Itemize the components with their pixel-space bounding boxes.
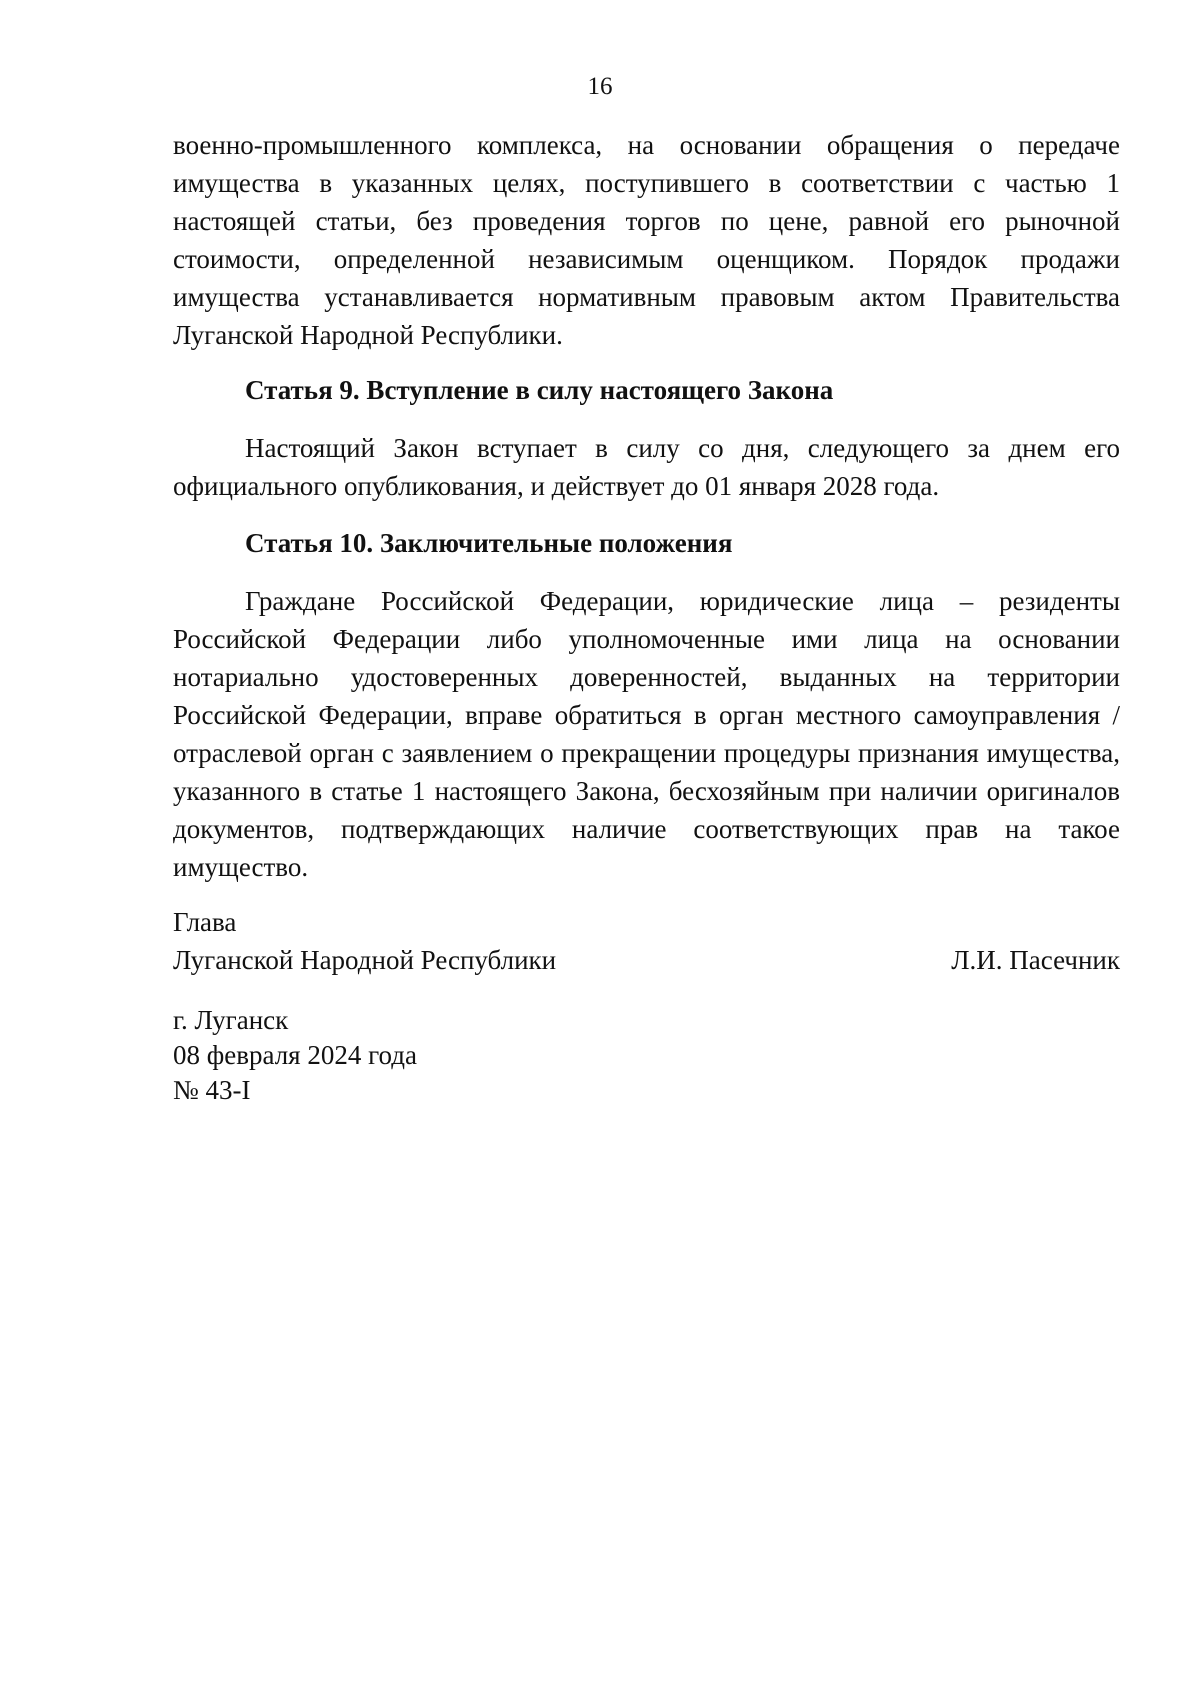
- article-9-heading-block: [173, 371, 1120, 409]
- paragraph-text: военно-промышленного комплекса, на основании обращения о передаче имущества в указанных целях, поступившего в соответствии с частью 1 настоящей статьи, без проведения торгов по цене, равной его рыночной стоимости, определенной независимым оценщиком. Порядок продажи имущества устанавливается нормативным правовым актом Правительства Луганской Народной Республики.: [173, 130, 1120, 350]
- article-9-text: Настоящий Закон вступает в силу со дня, следующего за днем его официального опубликования, и действует до 01 января 2028 года.: [173, 433, 1120, 501]
- signatory-name: Л.И. Пасечник: [951, 945, 1120, 975]
- article-9-text-block: [173, 429, 1120, 505]
- signature-block: [173, 903, 1120, 979]
- page-number: 16: [587, 73, 613, 100]
- article-10-heading: Статья 10. Заключительные положения: [245, 528, 733, 558]
- paragraph-continuation: [173, 126, 1120, 354]
- signatory-title-line2: Луганской Народной Республики: [173, 945, 557, 975]
- signatory-title-line1: Глава: [173, 907, 237, 937]
- article-10-text-block: [173, 582, 1120, 886]
- article-10-text: Граждане Российской Федерации, юридические лица – резиденты Российской Федерации либо уполномоченные ими лица на основании нотариально удостоверенных доверенностей, выданных на территории Российской Федерации, вправе обратиться в орган местного самоуправления / отраслевой орган с заявлением о прекращении процедуры признания имущества, указанного в статье 1 настоящего Закона, бесхозяйным при наличии оригиналов документов, подтверждающих наличие соответствующих прав на такое имущество.: [173, 586, 1120, 882]
- date: 08 февраля 2024 года: [173, 1040, 417, 1070]
- city: г. Луганск: [173, 1005, 289, 1035]
- article-9-heading: Статья 9. Вступление в силу настоящего Закона: [245, 375, 834, 405]
- law-number: № 43-I: [173, 1075, 251, 1105]
- place-date-block: [173, 1003, 417, 1108]
- article-10-heading-block: [173, 524, 1120, 562]
- signatory-row: [173, 941, 1120, 979]
